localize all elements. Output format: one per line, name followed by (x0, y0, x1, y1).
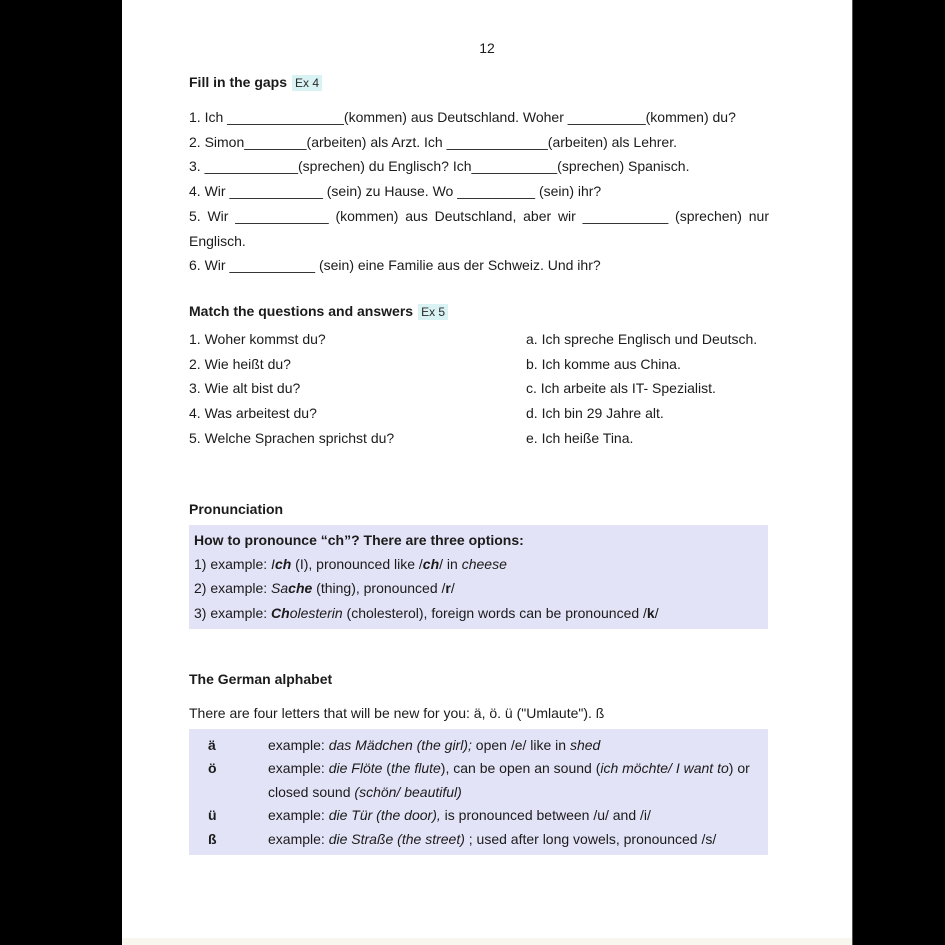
match-exercise (189, 327, 769, 451)
match-answer: b. Ich komme aus China. (526, 355, 681, 372)
match-question: 5. Welche Sprachen sprichst du? (189, 429, 395, 446)
alphabet-example-line: closed sound (schön/ beautiful) (268, 783, 462, 800)
exercise-line: Englisch. (189, 232, 246, 249)
alphabet-row (189, 757, 768, 804)
fill-gaps-heading-text: Fill in the gaps (189, 74, 288, 90)
alphabet-letter: ä (208, 737, 216, 753)
pronunciation-box-title: How to pronounce “ch”? There are three options: (194, 532, 524, 548)
document-page (122, 0, 853, 945)
exercise-line: 5. Wir ____________ (kommen) aus Deutschland, aber wir ___________ (sprechen) nur (189, 207, 769, 224)
match-row (189, 401, 769, 426)
match-question: 2. Wie heißt du? (189, 355, 291, 372)
match-question: 3. Wie alt bist du? (189, 380, 301, 397)
alphabet-row (189, 734, 768, 757)
match-heading (189, 303, 448, 319)
match-answer: e. Ich heiße Tina. (526, 429, 634, 446)
match-heading-text: Match the questions and answers (189, 303, 414, 319)
alphabet-example-line: example: die Straße (the street) ; used after long vowels, pronounced /s/ (268, 830, 717, 847)
match-row (189, 352, 769, 377)
match-question: 4. Was arbeitest du? (189, 405, 317, 422)
alphabet-row (189, 804, 768, 827)
pronunciation-option: 2) example: Sache (thing), pronounced /r/ (194, 580, 455, 597)
pronunciation-option: 1) example: Ich (I), pronounced like /ch/ in cheese (194, 556, 507, 573)
alphabet-example (268, 828, 768, 851)
match-row (189, 426, 769, 451)
alphabet-intro: There are four letters that will be new for you: ä, ö. ü ("Umlaute"). ß (189, 705, 605, 721)
exercise-line: 4. Wir ____________ (sein) zu Hause. Wo __________ (sein) ihr? (189, 183, 602, 200)
alphabet-box (189, 729, 768, 855)
exercise-line: 1. Ich _______________(kommen) aus Deutschland. Woher __________(kommen) du? (189, 109, 736, 125)
pronunciation-heading: Pronunciation (189, 501, 284, 517)
match-answer: c. Ich arbeite als IT- Spezialist. (526, 380, 716, 397)
alphabet-row (189, 828, 768, 851)
alphabet-heading: The German alphabet (189, 671, 333, 687)
exercise-line: 3. ____________(sprechen) du Englisch? Ich___________(sprechen) Spanisch. (189, 158, 690, 175)
page-bottom-edge (122, 938, 852, 945)
page-number: 12 (479, 40, 495, 56)
exercise-line: 6. Wir ___________ (sein) eine Familie aus der Schweiz. Und ihr? (189, 257, 601, 274)
match-answer: a. Ich spreche Englisch und Deutsch. (526, 331, 758, 347)
pronunciation-box (189, 525, 768, 629)
exercise-4-badge: Ex 4 (292, 75, 322, 91)
fill-gaps-exercise (189, 105, 769, 278)
match-row (189, 376, 769, 401)
pronunciation-option: 3) example: Cholesterin (cholesterol), foreign words can be pronounced /k/ (194, 604, 659, 621)
alphabet-example (268, 804, 768, 827)
exercise-line: 2. Simon________(arbeiten) als Arzt. Ich _____________(arbeiten) als Lehrer. (189, 133, 677, 150)
alphabet-letter: ß (208, 830, 217, 847)
alphabet-letter: ö (208, 760, 217, 777)
exercise-5-badge: Ex 5 (418, 304, 448, 320)
alphabet-example-line: example: die Flöte (the flute), can be open an sound (ich möchte/ I want to) or (268, 760, 750, 777)
alphabet-example-line: example: die Tür (the door), is pronounced between /u/ and /i/ (268, 807, 651, 824)
alphabet-letter: ü (208, 807, 217, 824)
alphabet-example (268, 757, 768, 804)
match-question: 1. Woher kommst du? (189, 331, 326, 347)
match-answer: d. Ich bin 29 Jahre alt. (526, 405, 664, 422)
alphabet-example (268, 734, 768, 757)
fill-gaps-heading (189, 74, 322, 90)
match-row (189, 327, 769, 352)
alphabet-example-line: example: das Mädchen (the girl); open /e/ like in shed (268, 737, 601, 753)
